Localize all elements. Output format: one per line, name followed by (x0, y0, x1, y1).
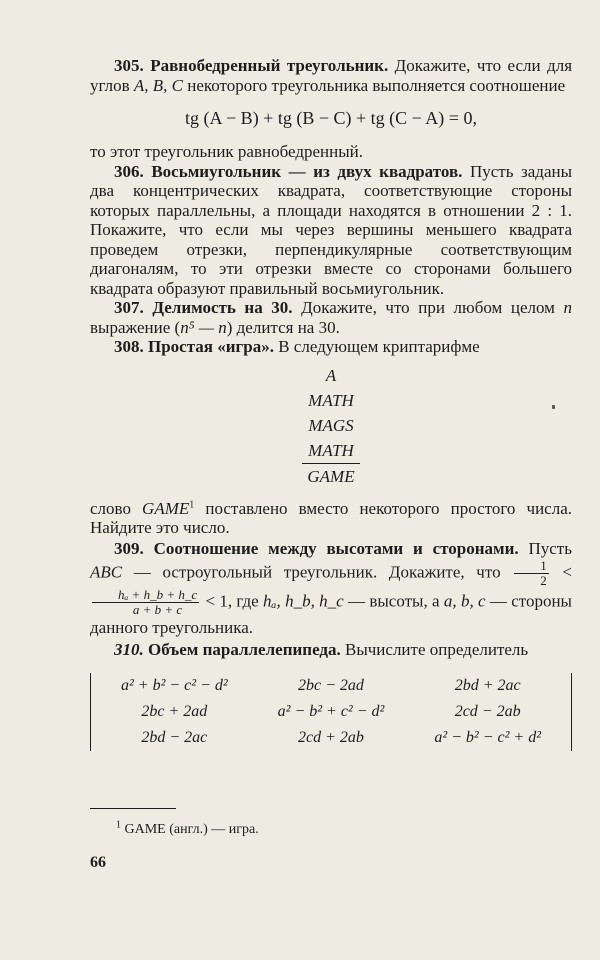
matrix-row (96, 725, 566, 751)
problem-305-conclusion: то этот треугольник равнобедренный. (90, 142, 364, 161)
problem-text: — стороны данного треугольника. (90, 590, 572, 637)
problem-307 (90, 298, 572, 337)
problem-number: 309. (114, 538, 144, 558)
matrix-row (96, 673, 566, 699)
matrix-cell: 2bc − 2ad (298, 677, 364, 694)
determinant (90, 673, 572, 751)
crypt-row: MATH (308, 440, 354, 460)
footnote-mark: 1 (189, 498, 195, 510)
footnote-text: GAME (англ.) — игра. (121, 822, 259, 837)
crypt-row: A (325, 365, 337, 385)
problem-text: Докажите, что при любом целом (292, 298, 564, 317)
sides: a, b, c (443, 590, 486, 610)
fraction-numerator: hₐ + h_b + h_c (118, 586, 198, 602)
problem-title: Простая «игра». (148, 337, 274, 356)
determinant-right-bar (571, 673, 572, 751)
problem-305 (90, 56, 572, 95)
problem-title: Объем параллелепипеда. (148, 639, 341, 659)
problem-title: Делимость на 30. (152, 298, 293, 317)
crypt-row: MATH (308, 390, 354, 410)
fraction-numerator: 1 (540, 557, 547, 573)
matrix-cell: 2cd − 2ab (454, 703, 521, 720)
problem-title: Соотношение между высотами и сторонами. (153, 538, 519, 558)
problem-text: Пусть заданы два концентрических квадрата, соответствующие стороны которых параллельны, а площади находятся в отношении 2 : 1. Покажите, что если мы через вершины меньшего квадрата проведем отрезки, перпендикулярные соответствующим диагоналям, то эти отрезки вместе со сторонами большего квадрата образуют правильный восьмиугольник. (90, 161, 573, 298)
angle-vars: A, B, C (133, 75, 183, 95)
matrix-cell: a² − b² + c² − d² (277, 703, 385, 720)
problem-308-continued (90, 499, 572, 538)
problem-number: 308. (114, 337, 144, 356)
fraction-half (514, 559, 549, 588)
determinant-left-bar (90, 673, 91, 751)
problem-text: выражение ( (90, 317, 181, 337)
problem-310 (90, 640, 572, 660)
print-speck (552, 405, 555, 409)
problem-text: Пусть (518, 538, 572, 558)
problem-number: 306. (114, 161, 144, 181)
problem-308 (90, 337, 572, 357)
crypt-row: MAGS (308, 415, 354, 435)
matrix-cell: a² − b² − c² + d² (434, 729, 541, 746)
matrix-cell: 2bd + 2ac (454, 677, 521, 694)
matrix-row (96, 699, 566, 725)
matrix-cell: a² + b² − c² − d² (120, 677, 228, 694)
problem-title: Равнобедренный треугольник. (150, 56, 389, 75)
fraction-denominator: a + b + c (92, 602, 199, 617)
problem-text: Вычислите определитель (340, 639, 529, 659)
problem-306 (90, 162, 572, 299)
problem-text: В следующем криптарифме (273, 337, 480, 356)
page-body (90, 56, 572, 751)
word-game: GAME (142, 498, 190, 518)
triangle-name: ABC (90, 561, 123, 581)
problem-text: — остроугольный треугольник. Докажите, что (122, 561, 513, 581)
problem-number: 305. (114, 56, 144, 75)
heights: hₐ, h_b, h_c (263, 590, 344, 610)
problem-text: Докажите, что если для углов (90, 56, 573, 95)
determinant-matrix (96, 673, 566, 751)
problem-number: 307. (114, 298, 144, 317)
problem-title: Восьмиугольник — из двух квадратов. (151, 161, 463, 181)
matrix-cell: 2bd − 2ac (141, 729, 208, 746)
problem-text: ) делится на 30. (226, 317, 340, 337)
cryptarithm (90, 363, 572, 489)
problem-text: некоторого треугольника выполняется соотношение (182, 75, 566, 95)
page-number: 66 (90, 854, 106, 871)
problem-text: — высоты, а (343, 590, 444, 610)
problem-text: поставлено вместо некоторого простого числа. Найдите это число. (90, 498, 572, 537)
problem-text: слово (90, 498, 143, 518)
less-than: < (550, 561, 572, 581)
fraction-ratio (92, 588, 199, 617)
expression: n⁵ — n (180, 317, 227, 337)
footnote-divider (90, 808, 176, 809)
matrix-cell: 2bc + 2ad (141, 703, 208, 720)
problem-309 (90, 538, 572, 638)
crypt-sum: GAME (307, 466, 355, 486)
footnote (116, 819, 259, 838)
var-n: n (563, 298, 572, 317)
formula-305: tg (A − B) + tg (B − C) + tg (C − A) = 0, (185, 108, 477, 128)
footnote-mark: 1 (116, 819, 121, 831)
less-than-one: < 1, где (201, 590, 264, 610)
problem-number: 310. (114, 639, 144, 659)
fraction-denominator: 2 (514, 573, 549, 588)
matrix-cell: 2cd + 2ab (298, 729, 364, 746)
